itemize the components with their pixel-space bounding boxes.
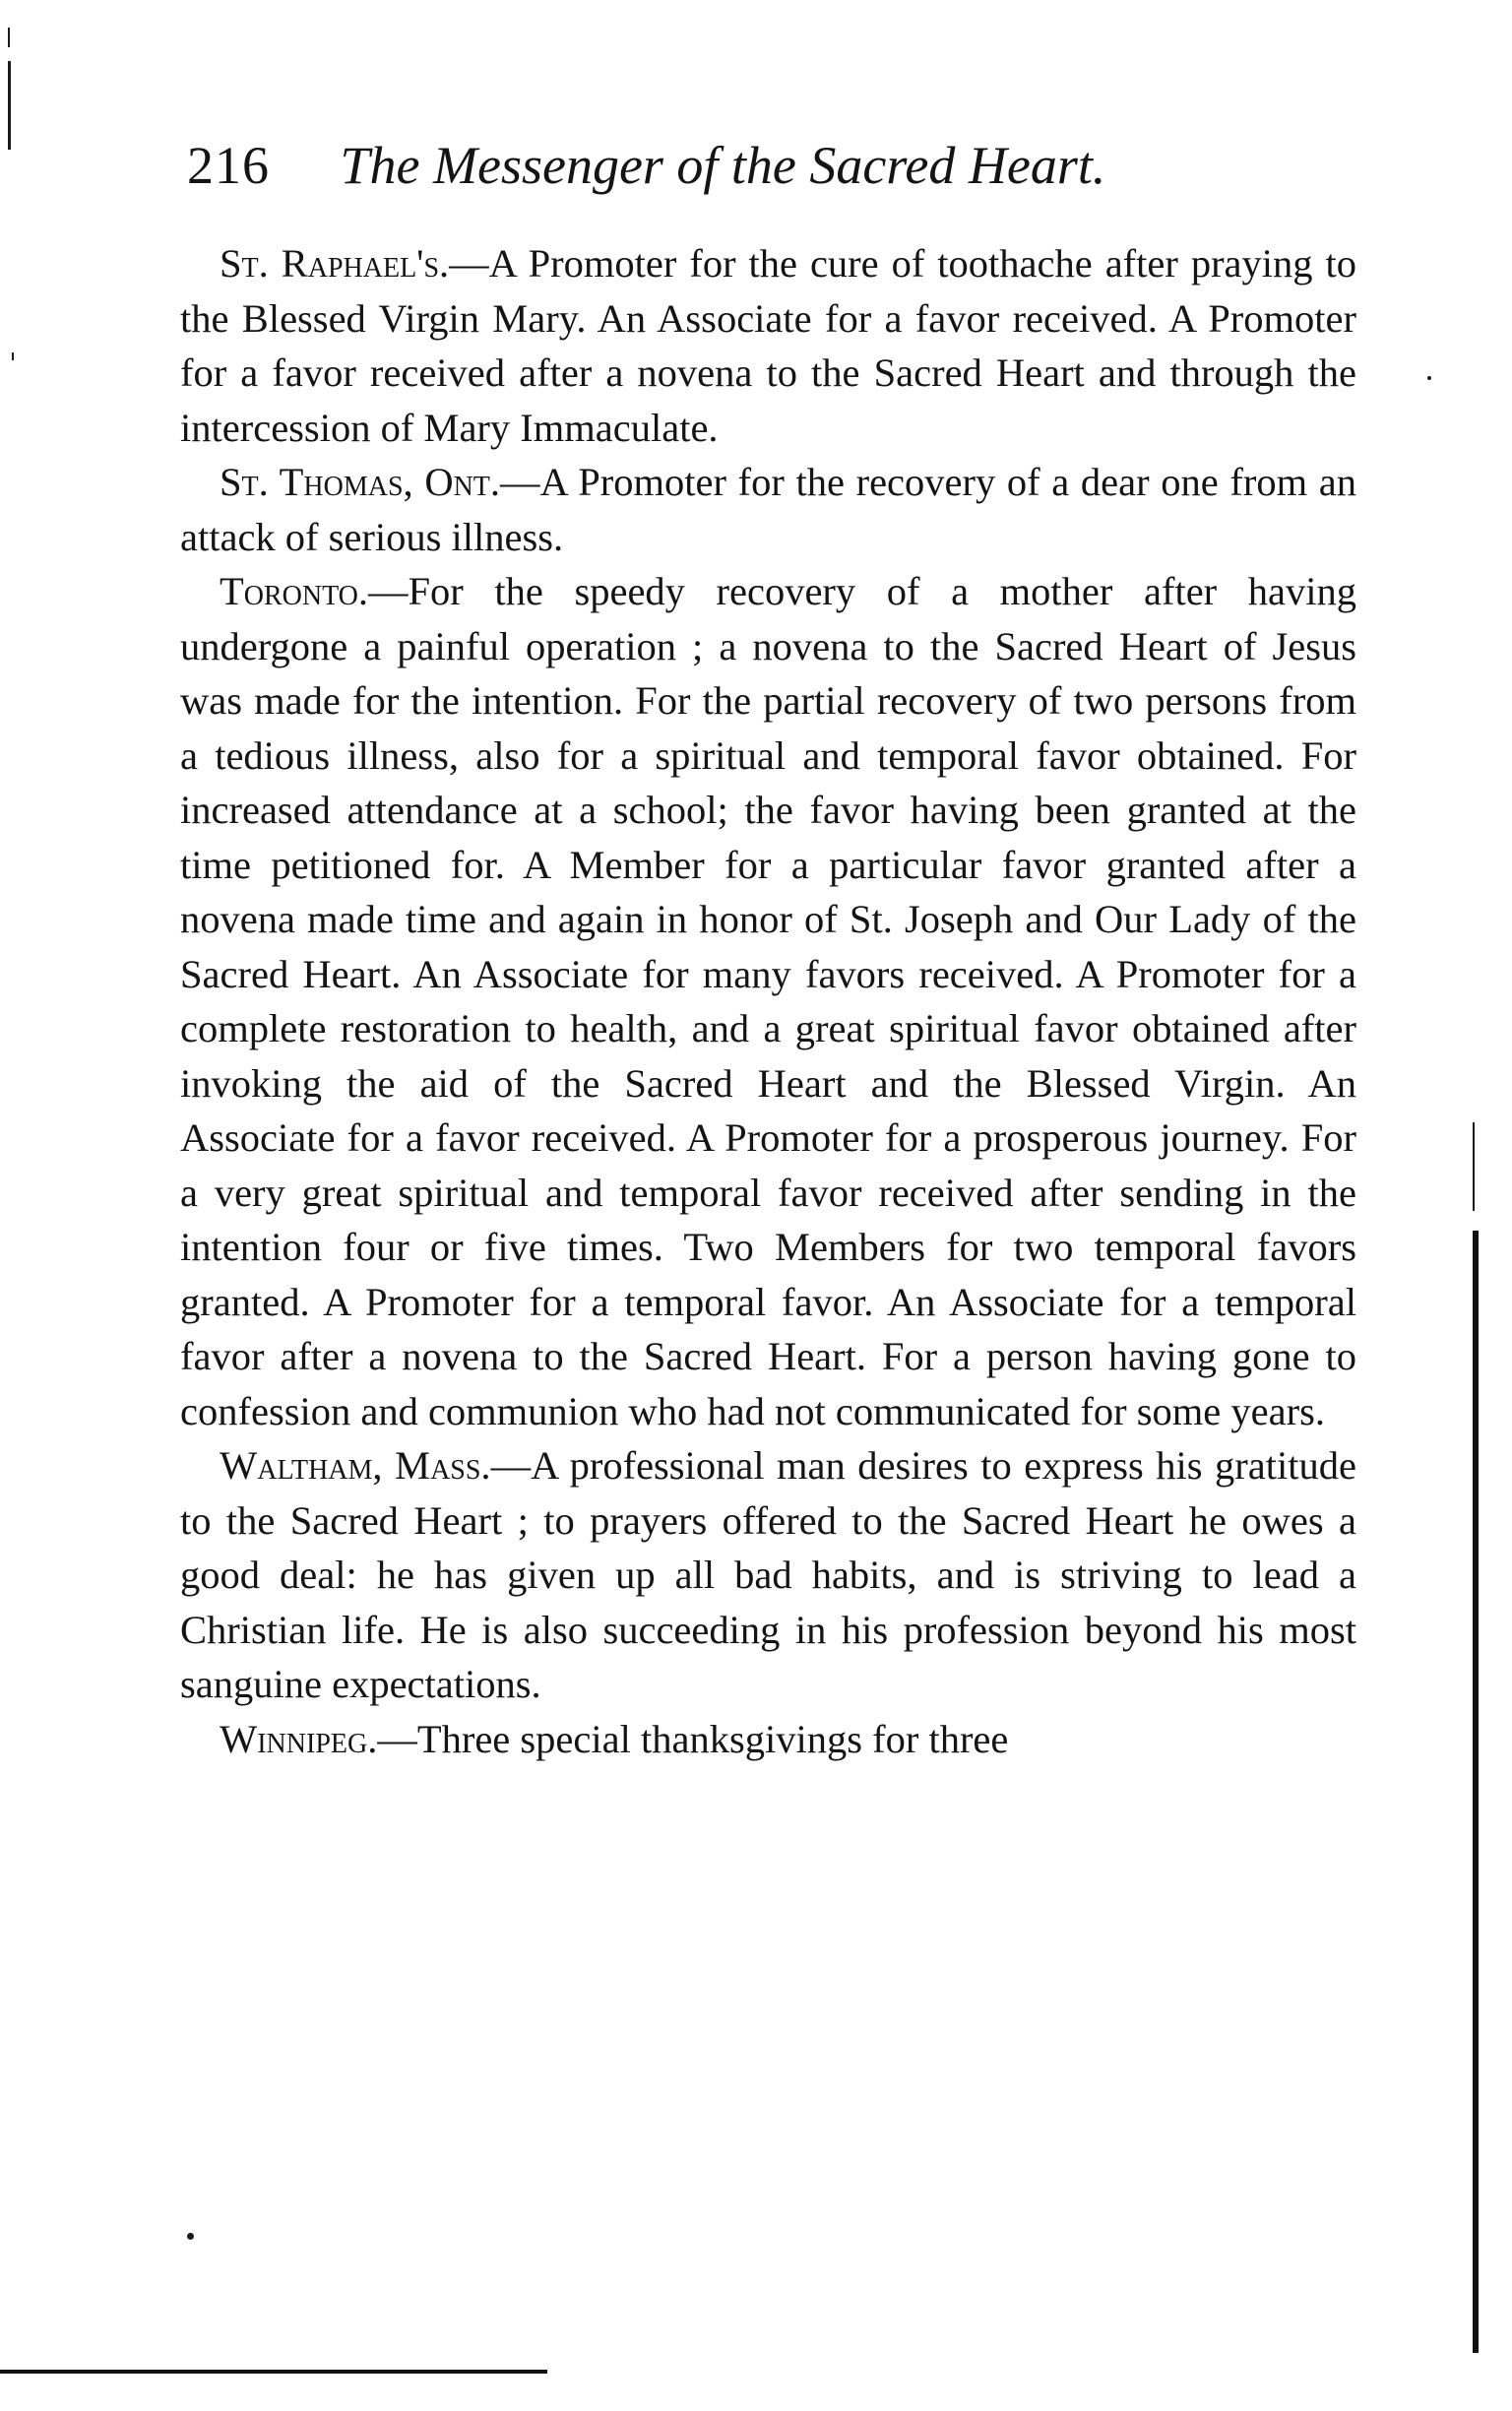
scan-artifact-right-thin bbox=[1473, 1122, 1475, 1211]
entry-text: —A Promoter for the cure of toothache after praying to the Blessed Virgin Mary. An Associate for a favor received. A Promoter for a favor received after a novena to the Sacred Heart and through the intercession of Mary Immaculate. bbox=[180, 241, 1357, 450]
entry-place: Winnipeg. bbox=[220, 1716, 378, 1761]
scan-artifact-left-bar bbox=[8, 61, 11, 150]
bottom-rule bbox=[0, 2370, 547, 2374]
running-title: The Messenger of the Sacred Heart. bbox=[340, 136, 1106, 195]
scan-artifact-left-small bbox=[12, 352, 14, 360]
page-number: 216 bbox=[187, 136, 270, 195]
entry-place: St. Thomas, Ont. bbox=[220, 460, 501, 504]
entry-st-thomas bbox=[180, 455, 1356, 564]
scan-artifact-right-bar bbox=[1473, 1231, 1479, 2353]
entry-toronto bbox=[180, 564, 1356, 1438]
entry-winnipeg bbox=[180, 1712, 1356, 1767]
entry-text: —A Promoter for the recovery of a dear one from an attack of serious illness. bbox=[180, 460, 1356, 559]
scan-artifact-left-top bbox=[8, 28, 10, 47]
body-text bbox=[180, 236, 1356, 1766]
scan-artifact-dot-right bbox=[1427, 376, 1431, 380]
scan-artifact-bullet bbox=[187, 2233, 194, 2240]
page-header bbox=[187, 126, 1368, 205]
entry-st-raphaels bbox=[180, 236, 1356, 455]
entry-text: —Three special thanksgivings for three bbox=[377, 1716, 1009, 1761]
entry-text: —For the speedy recovery of a mother after having undergone a painful operation ; a novena to the Sacred Heart of Jesus was made for the intention. For the partial recovery of two persons from a tedious illness, also for a spiritual and temporal favor obtained. For increased attendance at a school; the favor having been granted at the time petitioned for. A Member for a particular favor granted after a novena made time and again in honor of St. Joseph and Our Lady of the Sacred Heart. An Associate for many favors received. A Promoter for a complete restoration to health, and a great spiritual favor obtained after invoking the aid of the Sacred Heart and the Blessed Virgin. An Associate for a favor received. A Promoter for a prosperous journey. For a very great spiritual and temporal favor received after sending in the intention four or five times. Two Members for two temporal favors granted. A Promoter for a temporal favor. An Associate for a temporal favor after a novena to the Sacred Heart. For a person having gone to confession and communion who had not communicated for some years. bbox=[180, 569, 1356, 1433]
entry-place: Waltham, Mass. bbox=[220, 1443, 491, 1488]
entry-waltham bbox=[180, 1438, 1356, 1712]
entry-place: St. Raphael's. bbox=[220, 241, 450, 286]
entry-place: Toronto. bbox=[220, 569, 369, 613]
entry-text: —A professional man desires to express his gratitude to the Sacred Heart ; to prayers offered to the Sacred Heart he owes a good deal: he has given up all bad habits, and is striving to lead a Christian life. He is also succeeding in his profession beyond his most sanguine expectations. bbox=[180, 1443, 1356, 1706]
